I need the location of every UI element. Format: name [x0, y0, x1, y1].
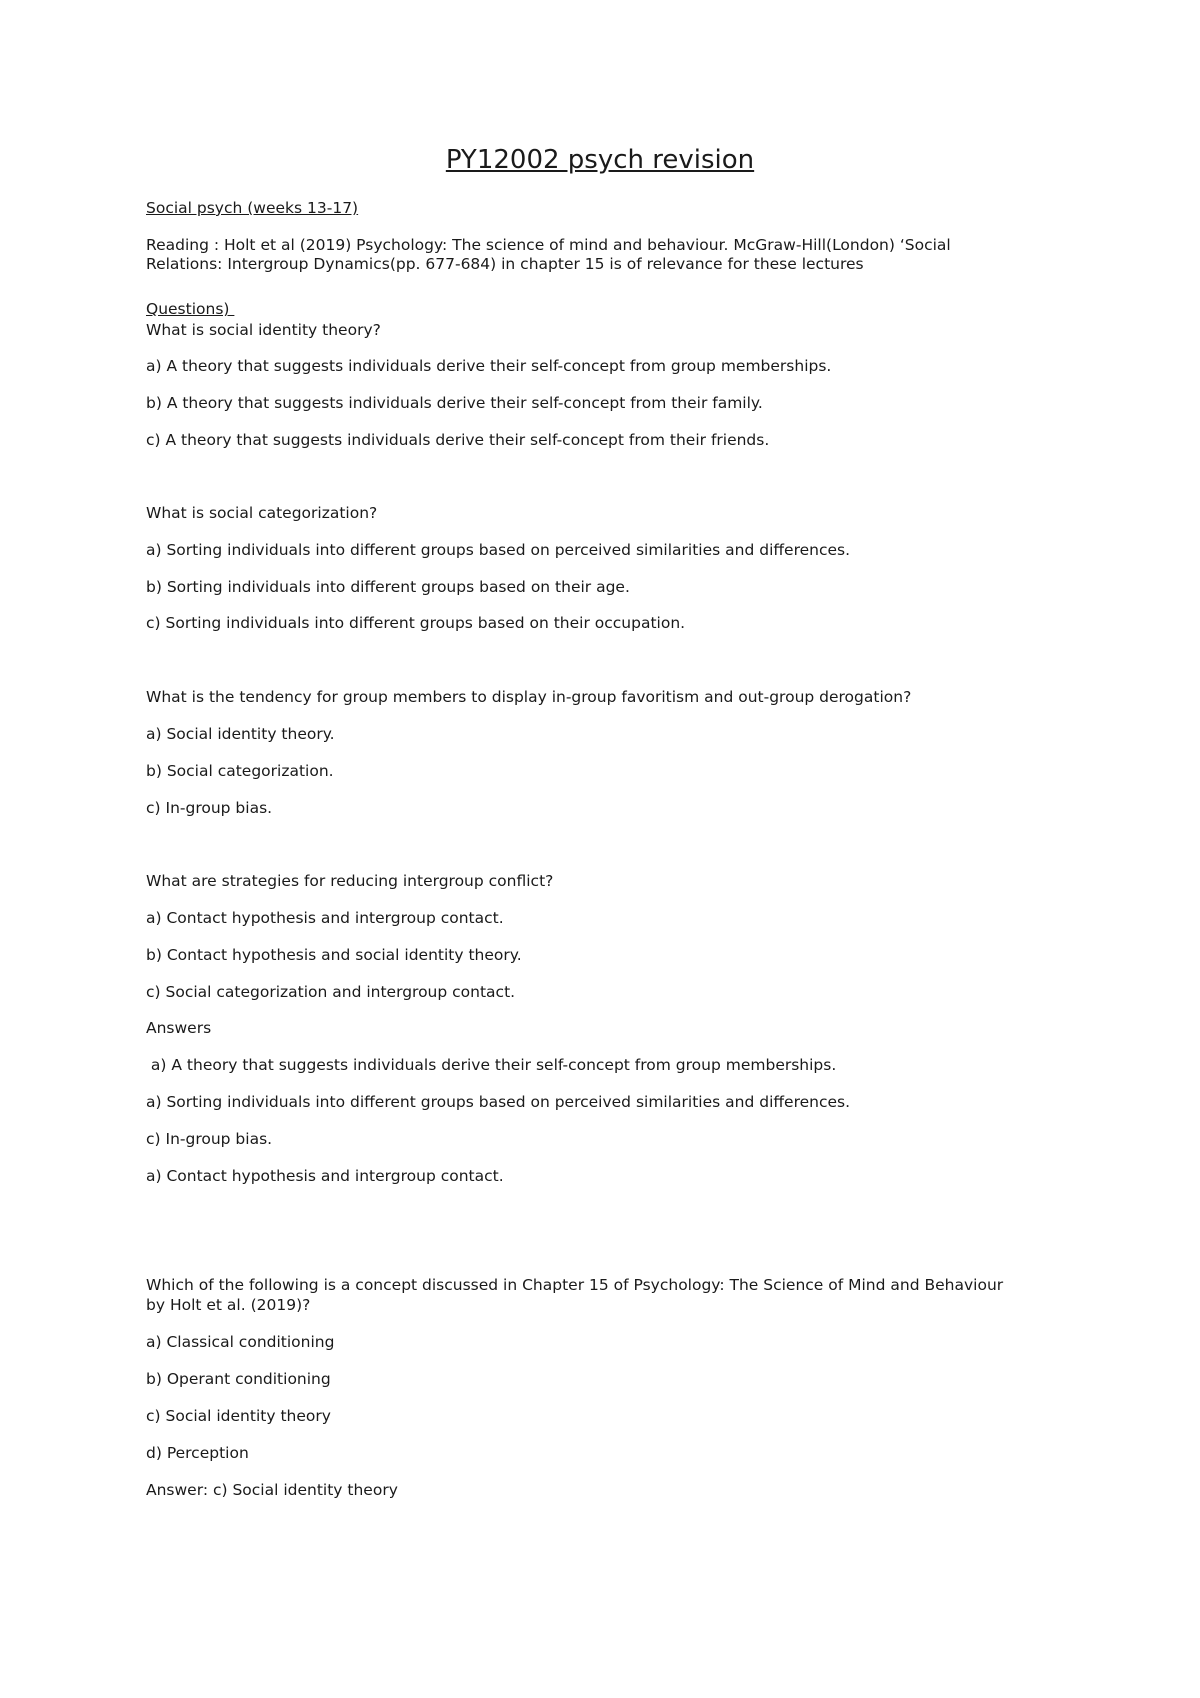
- answer-2: a) Sorting individuals into different groups based on perceived similarities and differences.: [146, 1093, 851, 1111]
- page-title: PY12002 psych revision: [445, 145, 755, 175]
- question-3-option-b: b) Social categorization.: [146, 762, 334, 780]
- answer-4: a) Contact hypothesis and intergroup contact.: [146, 1167, 504, 1185]
- question-4-option-a: a) Contact hypothesis and intergroup contact.: [146, 909, 504, 927]
- question-1-option-b: b) A theory that suggests individuals derive their self-concept from their family.: [146, 394, 763, 412]
- question-1-option-a: a) A theory that suggests individuals derive their self-concept from group memberships.: [146, 357, 832, 375]
- extra-question-answer: Answer: c) Social identity theory: [146, 1481, 398, 1499]
- answers-heading: Answers: [146, 1019, 212, 1037]
- answer-3: c) In-group bias.: [146, 1130, 273, 1148]
- reading-line-1: Reading : Holt et al (2019) Psychology: The science of mind and behaviour. McGraw-Hill(London) ‘Social: [146, 236, 951, 254]
- question-2-option-c: c) Sorting individuals into different groups based on their occupation.: [146, 614, 686, 632]
- extra-question-option-d: d) Perception: [146, 1444, 249, 1462]
- question-2-option-b: b) Sorting individuals into different groups based on their age.: [146, 578, 630, 596]
- reading-line-2: Relations: Intergroup Dynamics(pp. 677-684) in chapter 15 is of relevance for these lectures: [146, 255, 864, 273]
- question-3-option-a: a) Social identity theory.: [146, 725, 335, 743]
- answer-1: a) A theory that suggests individuals derive their self-concept from group memberships.: [146, 1056, 837, 1074]
- extra-question-option-c: c) Social identity theory: [146, 1407, 331, 1425]
- question-4: What are strategies for reducing intergroup conflict?: [146, 872, 554, 890]
- question-2-option-a: a) Sorting individuals into different groups based on perceived similarities and differences.: [146, 541, 851, 559]
- question-1: What is social identity theory?: [146, 321, 381, 339]
- question-3-option-c: c) In-group bias.: [146, 799, 273, 817]
- extra-question-line-1: Which of the following is a concept discussed in Chapter 15 of Psychology: The Science of Mind and Behaviour: [146, 1276, 1004, 1294]
- question-3: What is the tendency for group members to display in-group favoritism and out-group derogation?: [146, 688, 912, 706]
- questions-heading: Questions): [146, 300, 235, 318]
- extra-question-line-2: by Holt et al. (2019)?: [146, 1296, 311, 1314]
- question-1-option-c: c) A theory that suggests individuals derive their self-concept from their friends.: [146, 431, 770, 449]
- extra-question-option-a: a) Classical conditioning: [146, 1333, 335, 1351]
- question-4-option-c: c) Social categorization and intergroup contact.: [146, 983, 516, 1001]
- section-heading: Social psych (weeks 13-17): [146, 199, 359, 217]
- question-2: What is social categorization?: [146, 504, 378, 522]
- question-4-option-b: b) Contact hypothesis and social identity theory.: [146, 946, 522, 964]
- extra-question-option-b: b) Operant conditioning: [146, 1370, 331, 1388]
